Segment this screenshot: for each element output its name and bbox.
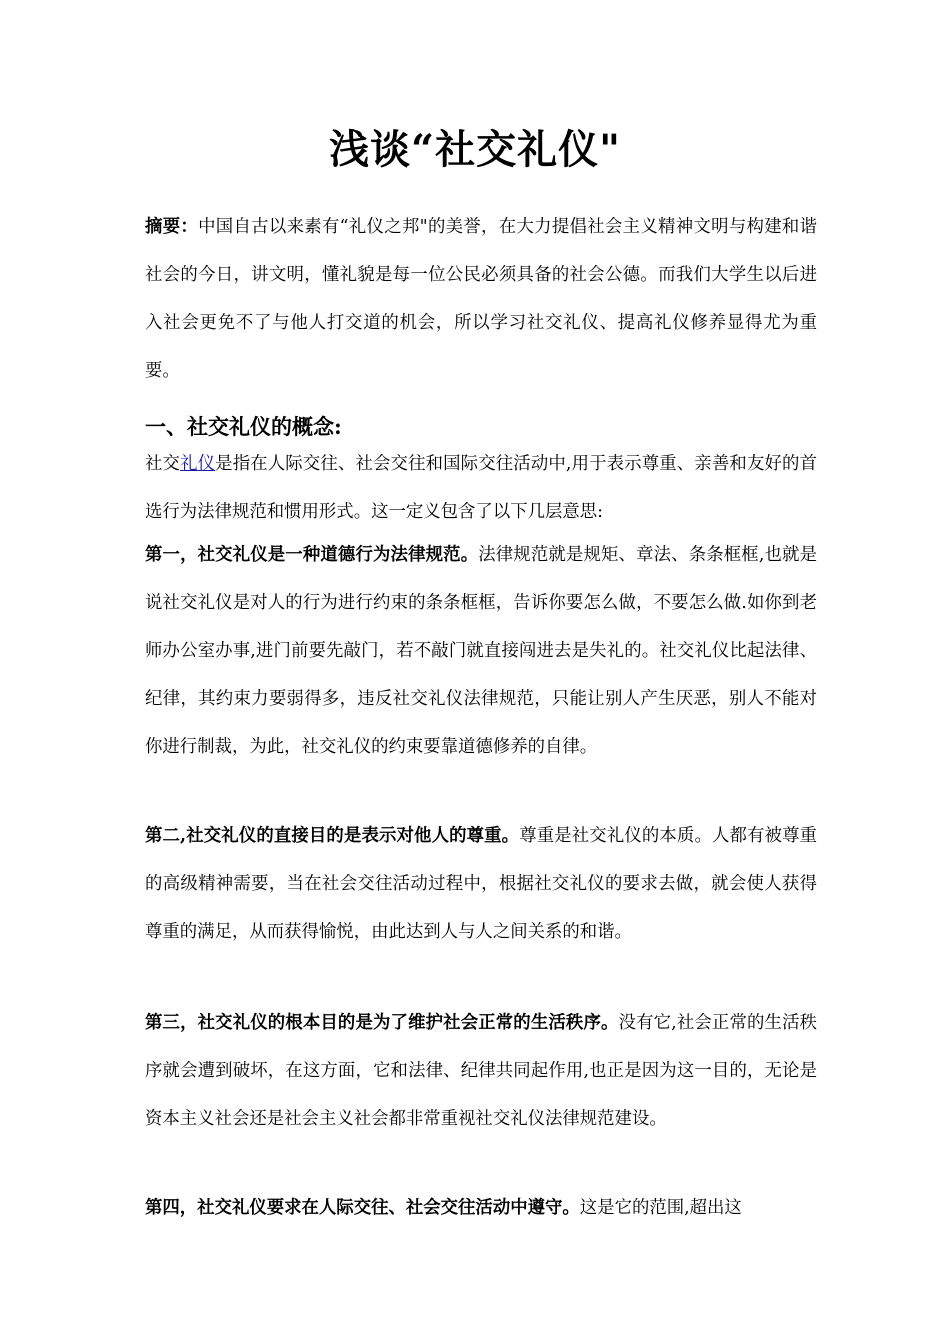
- definition-text-post: 是指在人际交往、社会交往和国际交往活动中,用于表示尊重、亲善和友好的首选行为法律规范和惯用形式。这一定义包含了以下几层意思:: [145, 454, 817, 522]
- liyi-link[interactable]: 礼仪: [180, 454, 216, 474]
- point-3-bold: 第三，社交礼仪的根本目的是为了维护社会正常的生活秩序。: [145, 1013, 619, 1033]
- point-2-bold: 第二,社交礼仪的直接目的是表示对他人的尊重。: [145, 826, 520, 846]
- point-paragraph-1: [145, 531, 817, 771]
- document-title: 浅谈“社交礼仪": [329, 126, 621, 173]
- definition-text-pre: 社交: [145, 454, 181, 474]
- abstract-text: 中国自古以来素有“礼仪之邦"的美誉，在大力提倡社会主义精神文明与构建和谐社会的今日，讲文明，懂礼貌是每一位公民必须具备的社会公德。而我们大学生以后进入社会更免不了与他人打交道的机会，所以学习社交礼仪、提高礼仪修养显得尤为重要。: [145, 217, 817, 381]
- point-2-text: 尊重是社交礼仪的本质。人都有被尊重的高级精神需要，当在社会交往活动过程中，根据社交礼仪的要求去做，就会使人获得尊重的满足，从而获得愉悦，由此达到人与人之间关系的和谐。: [145, 826, 817, 942]
- point-paragraph-3: [145, 999, 817, 1143]
- point-paragraph-2: [145, 812, 817, 956]
- section-heading: 一、社交礼仪的概念:: [145, 414, 342, 439]
- definition-paragraph: [145, 440, 817, 536]
- abstract-label: 摘要：: [145, 217, 199, 237]
- point-3-text: 没有它,社会正常的生活秩序就会遭到破坏，在这方面，它和法律、纪律共同起作用,也正是因为这一目的，无论是资本主义社会还是社会主义社会都非常重视社交礼仪法律规范建设。: [145, 1013, 817, 1129]
- point-1-text: 法律规范就是规矩、章法、条条框框,也就是说社交礼仪是对人的行为进行约束的条条框框，告诉你要怎么做，不要怎么做.如你到老师办公室办事,进门前要先敲门，若不敲门就直接闯进去是失礼的。社交礼仪比起法律、纪律，其约束力要弱得多，违反社交礼仪法律规范，只能让别人产生厌恶，别人不能对你进行制裁，为此，社交礼仪的约束要靠道德修养的自律。: [145, 545, 817, 757]
- point-1-bold: 第一，社交礼仪是一种道德行为法律规范。: [145, 545, 479, 565]
- abstract-paragraph: [145, 203, 817, 395]
- point-4-text: 这是它的范围,超出这: [579, 1198, 742, 1218]
- point-4-bold: 第四，社交礼仪要求在人际交往、社会交往活动中遵守。: [145, 1198, 580, 1218]
- point-paragraph-4: [145, 1184, 817, 1232]
